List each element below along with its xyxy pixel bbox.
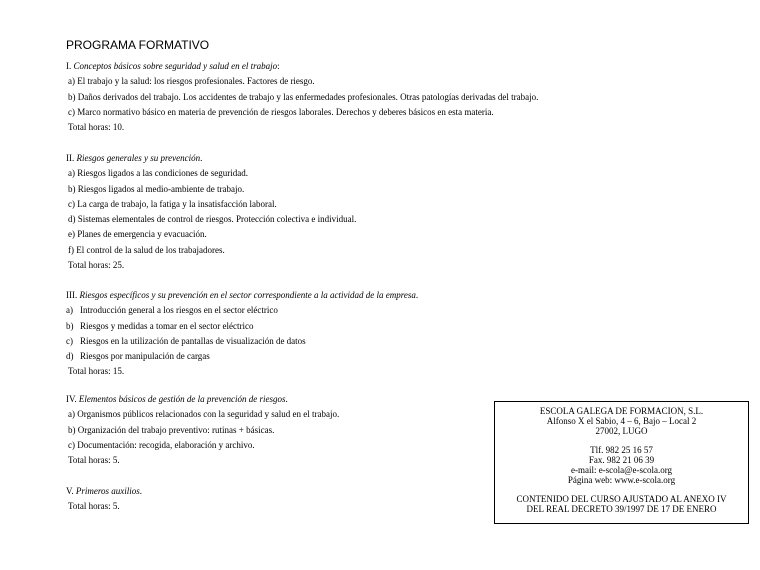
item-letter: b) [66,320,74,331]
section-title: Riesgos generales y su prevención [76,153,201,163]
section-3 [66,288,418,380]
section-roman: V. [66,486,74,496]
list-item: a) El trabajo y la salud: los riesgos profesionales. Factores de riesgo. [68,76,315,87]
list-item: b) Daños derivados del trabajo. Los accidentes de trabajo y las enfermedades profesionales. Otras patologías derivadas del trabajo. [68,91,539,102]
list-item: c) La carga de trabajo, la fatiga y la insatisfacción laboral. [68,198,277,209]
list-item [66,349,418,364]
course-note-line-2: DEL REAL DECRETO 39/1997 DE 17 DE ENERO [526,504,717,514]
item-text: Riesgos en la utilización de pantallas de visualización de datos [80,335,306,346]
section-title: Riesgos específicos y su prevención en el sector correspondiente a la actividad de la empresa [79,290,416,300]
list-item [66,334,418,349]
section-heading [66,151,356,166]
item-text: Riesgos por manipulación de cargas [80,351,210,362]
section-heading-suffix: : [277,61,280,71]
list-item: c) Documentación: recogida, elaboración y archivo. [68,439,255,450]
section-4 [66,392,339,468]
list-item: a) Riesgos ligados a las condiciones de seguridad. [68,168,248,179]
course-note-line-1: CONTENIDO DEL CURSO AJUSTADO AL ANEXO IV [516,494,727,504]
list-item: e) Planes de emergencia y evacuación. [68,229,207,240]
section-heading-suffix: . [285,394,288,404]
item-text: Riesgos y medidas a tomar en el sector eléctrico [80,320,254,331]
section-heading-suffix: . [415,290,419,300]
section-heading-suffix: . [200,153,203,163]
section-heading [66,288,418,303]
total-hours: Total horas: 25. [68,260,125,271]
item-letter: c) [66,335,73,346]
section-2 [66,151,356,273]
total-hours: Total horas: 5. [68,455,120,466]
company-email: e-mail: e-scola@e-scola.org [570,465,673,475]
company-web: Página web: www.e-scola.org [567,475,676,485]
list-item [66,303,418,318]
section-5 [66,484,142,515]
list-item: f) El control de la salud de los trabajadores. [68,244,225,255]
section-title: Conceptos básicos sobre seguridad y salud en el trabajo [73,61,278,71]
list-item [66,319,418,334]
company-name: ESCOLA GALEGA DE FORMACION, S.L. [539,406,704,416]
section-heading-suffix: . [139,486,143,496]
section-roman: II. [66,153,75,163]
item-letter: d) [66,351,74,362]
total-hours: Total horas: 5. [68,501,120,512]
company-city: 27002, LUGO [595,426,648,436]
total-hours: Total horas: 10. [68,122,125,133]
section-heading [66,59,538,74]
section-1 [66,59,538,135]
section-heading [66,484,142,499]
list-item: d) Sistemas elementales de control de riesgos. Protección colectiva e individual. [68,214,357,225]
list-item: b) Organización del trabajo preventivo: rutinas + básicas. [68,424,275,435]
company-info-box [494,401,749,524]
section-heading [66,392,339,407]
section-title: Primeros auxilios [75,486,140,496]
list-item: a) Organismos públicos relacionados con la seguridad y salud en el trabajo. [68,409,340,420]
item-letter: a) [66,305,73,316]
company-address: Alfonso X el Sabio, 4 – 6, Bajo – Local 2 [546,416,697,426]
list-item: b) Riesgos ligados al medio-ambiente de trabajo. [68,183,245,194]
section-title: Elementos básicos de gestión de la prevención de riesgos [78,394,286,404]
page-title: PROGRAMA FORMATIVO [66,38,210,52]
section-roman: I. [66,61,72,71]
company-phone: Tlf. 982 25 16 57 [590,445,653,455]
item-text: Introducción general a los riesgos en el sector eléctrico [80,305,278,316]
total-hours: Total horas: 15. [68,366,125,377]
section-roman: III. [66,290,78,300]
list-item: c) Marco normativo básico en materia de prevención de riesgos laborales. Derechos y deberes básicos en esta materia. [68,106,494,117]
section-roman: IV. [66,394,77,404]
company-fax: Fax. 982 21 06 39 [588,455,655,465]
